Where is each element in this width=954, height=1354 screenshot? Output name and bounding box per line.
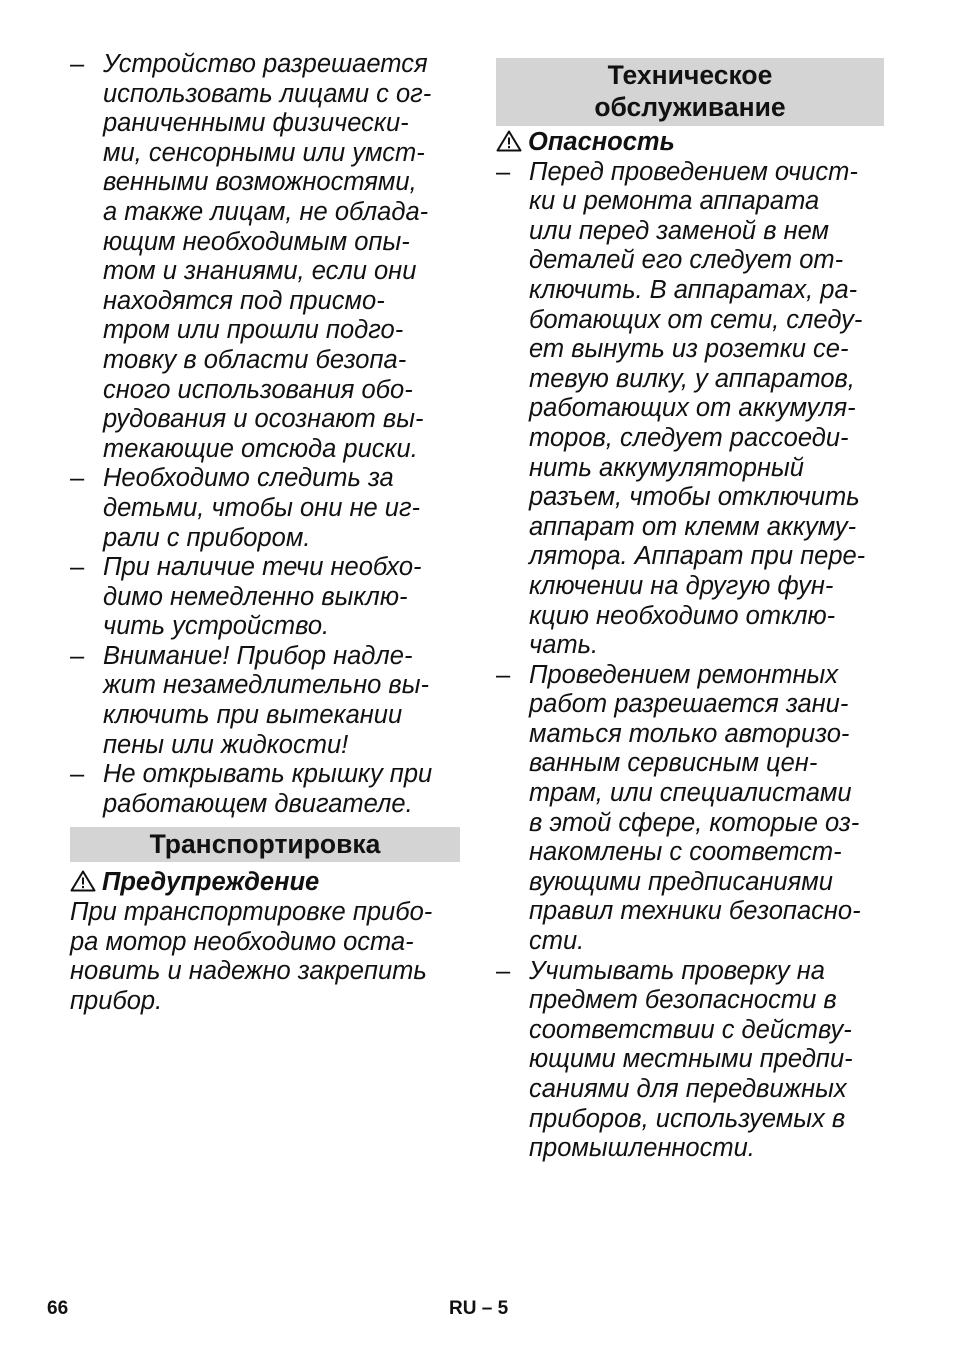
bullet-text-line: вующими предписаниями [529,867,833,896]
bullet-text-line: работающем двигателе. [103,789,413,818]
bullet-text-line: сти. [529,927,585,956]
bullet-dash: – [70,464,85,493]
left-column [70,50,460,1016]
bullet-text-line: ющими местными предпи- [529,1045,853,1074]
bullet-item [496,957,884,1164]
bullet-text-line: венными возможностями, [103,168,417,197]
paragraph-text-line: прибор. [70,986,163,1015]
bullet-text-line: Внимание! Прибор надле- [103,641,413,670]
bullet-text-line: нить аккумуляторный [529,453,804,482]
bullet-text-line: димо немедленно выклю- [103,582,408,611]
transport-warning-label [70,868,460,898]
bullet-dash: – [70,553,85,582]
bullet-text-line: приборов, используемых в [529,1104,846,1133]
bullet-text-line: пены или жидкости! [103,730,349,759]
bullet-dash: – [70,641,85,670]
right-column [496,58,884,1164]
bullet-text-line: ющим необходимым опы- [103,227,410,256]
bullet-text-line: ки и ремонта аппарата [529,187,820,216]
bullet-text-line: тевую вилку, у аппаратов, [529,364,855,393]
maintenance-bullet-list [496,158,884,1164]
bullet-text-line: Устройство разрешается [103,50,428,78]
bullet-item [70,464,460,553]
danger-label-text: Опасность [528,128,675,156]
bullet-text-line: жит незамедлительно вы- [103,671,429,700]
bullet-text-line: торов, следует рассоеди- [529,423,849,452]
maintenance-danger-label [496,128,884,158]
paragraph-text-line: ра мотор необходимо оста- [70,927,414,956]
bullet-text-line: лятора. Аппарат при пере- [529,542,866,571]
maintenance-heading-line-2: обслуживание [594,92,786,122]
bullet-text-line: Проведением ремонтных [529,660,839,689]
maintenance-heading [496,58,884,126]
bullet-text-line: сного использования обо- [103,375,413,404]
bullet-text-line: раниченными физически- [103,109,409,138]
bullet-text-line: ми, сенсорными или умст- [103,138,425,167]
transport-heading-text: Транспортировка [149,829,381,860]
bullet-dash: – [496,660,511,689]
bullet-text-line: маться только авторизо- [529,719,850,748]
bullet-text-line: соответствии с действу- [529,1015,852,1044]
bullet-text-line: кцию необходимо отклю- [529,601,836,630]
bullet-text-line: а также лицам, не облада- [103,197,429,226]
bullet-item [70,760,460,819]
section-page-label: RU – 5 [449,1298,509,1319]
bullet-text-line: или перед заменой в нем [529,216,829,245]
bullet-text-line: аппарат от клемм аккуму- [529,512,857,541]
bullet-item [70,642,460,760]
bullet-text-line: работ разрешается зани- [529,690,849,719]
bullet-text-line: том и знаниями, если они [103,257,417,286]
bullet-text-line: ет вынуть из розетки се- [529,335,849,364]
page-number: 66 [47,1298,69,1319]
paragraph-text-line: При транспортировке прибо- [70,898,433,927]
warning-label-text: Предупреждение [102,868,320,897]
bullet-text-line: находятся под присмо- [103,286,385,315]
bullet-text-line: предмет безопасности в [529,986,837,1015]
warning-triangle-icon [496,130,522,152]
bullet-text-line: работающих от аккумуля- [529,394,856,423]
bullet-text-line: товку в области безопа- [103,345,407,374]
bullet-text-line: рали с прибором. [103,523,311,552]
bullet-text-line: накомлены с соответст- [529,838,842,867]
transport-paragraph [70,898,460,1016]
bullet-text-line: использовать лицами с ог- [103,79,432,108]
bullet-text-line: Перед проведением очист- [529,157,858,186]
transport-heading [70,827,460,862]
bullet-text-line: в этой сфере, которые оз- [529,808,860,837]
bullet-text-line: текающие отсюда риски. [103,434,418,463]
bullet-text-line: ванным сервисным цен- [529,749,818,778]
bullet-text-line: правил техники безопасно- [529,897,861,926]
bullet-text-line: ключить. В аппаратах, ра- [529,275,858,304]
bullet-text-line: промышленности. [529,1134,755,1163]
maintenance-heading-line-1: Техническое [607,60,773,90]
bullet-text-line: Учитывать проверку на [529,956,825,985]
bullet-dash: – [496,157,511,186]
bullet-text-line: чить устройство. [103,612,330,641]
bullet-text-line: рудования и осознают вы- [103,405,424,434]
bullet-text-line: трам, или специалистами [529,779,852,808]
bullet-text-line: ботающих от сети, следу- [529,305,863,334]
bullet-text-line: деталей его следует от- [529,246,844,275]
bullet-text-line: ключить при вытекании [103,701,403,730]
paragraph-text-line: новить и надежно закрепить [70,957,427,986]
bullet-item [70,553,460,642]
safety-bullet-list [70,50,460,819]
bullet-text-line: ключении на другую фун- [529,571,834,600]
bullet-item [496,158,884,661]
bullet-text-line: При наличие течи необхо- [103,553,422,582]
bullet-text-line: чать. [529,631,599,660]
bullet-text-line: саниями для передвижных [529,1075,847,1103]
bullet-text-line: тром или прошли подго- [103,316,404,345]
bullet-dash: – [70,760,85,789]
bullet-text-line: детьми, чтобы они не иг- [103,493,421,522]
bullet-item [496,661,884,957]
bullet-text-line: Не открывать крышку при [103,760,433,789]
bullet-dash: – [70,50,85,78]
bullet-text-line: Необходимо следить за [103,464,394,493]
bullet-text-line: разъем, чтобы отключить [529,483,860,512]
bullet-dash: – [496,956,511,985]
bullet-item [70,50,460,464]
warning-triangle-icon [70,870,96,892]
